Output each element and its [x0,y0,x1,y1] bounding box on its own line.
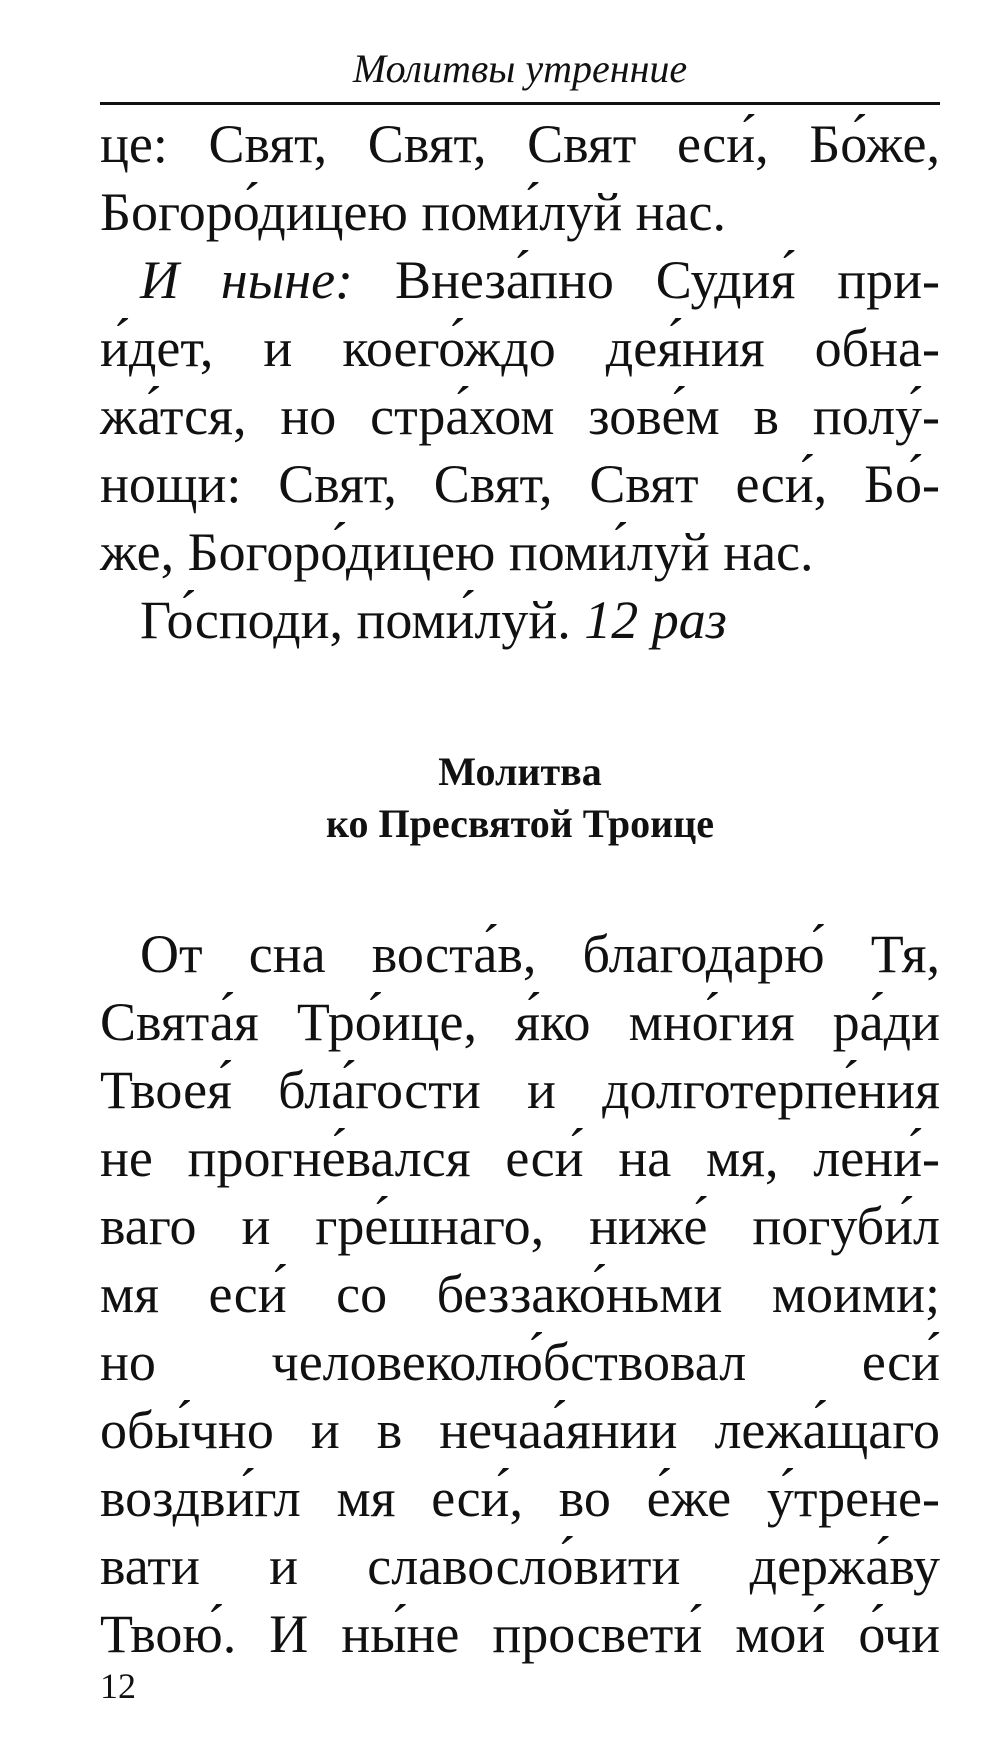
repeat-count: 12 раз [584,590,727,650]
text-line: воздви́гл мя еси́, во е́же у́трене- [100,1468,940,1528]
text-line: вати и славосло́вити держа́ву [100,1536,940,1596]
text-line: же, Богоро́дицею поми́луй нас. [100,522,814,582]
text-line: обы́чно и в нечаа́янии лежа́щаго [100,1400,940,1460]
text-line [100,246,940,314]
prayer-text-block [100,866,940,1722]
heading-line: Молитва [438,749,602,794]
text-line [100,586,940,654]
gospodi-text: Го́споди, поми́луй. [140,590,571,650]
text-line: но человеколю́бствовал еси́ [100,1332,940,1392]
text-line: Твою́. И ны́не просвети́ мои́ о́чи [100,1604,940,1664]
text-line: ваго и гре́шнаго, ниже́ погуби́л [100,1196,940,1256]
text-fragment: Внеза́пно Судия́ при- [394,250,940,310]
text-line: От сна воста́в, благодарю́ Тя, [140,924,940,984]
gospodi-paragraph [100,586,940,654]
text-line: це: Свят, Свят, Свят еси́, Бо́же, [100,114,940,174]
text-line: мя еси́ со беззако́ньми моими; [100,1264,940,1324]
page-number: 12 [100,1666,136,1706]
top-text-block [100,110,940,654]
text-line: не прогне́вался еси́ на мя, лени́- [100,1128,940,1188]
running-head: Молитвы утренние [352,46,688,91]
text-line: нощи: Свят, Свят, Свят еси́, Бо́- [100,454,940,514]
text-line: Твоея́ бла́гости и долготерпе́ния [100,1060,940,1120]
continued-paragraph [100,110,940,246]
prayer-paragraph [100,920,940,1668]
text-line: жа́тся, но стра́хом зове́м в полу́- [100,386,940,446]
text-line: и́дет, и коего́ждо дея́ния обна- [100,318,940,378]
text-line: Богоро́дицею поми́луй нас. [100,182,726,242]
header-rule [100,102,940,105]
heading-line: ко Пресвятой Троице [325,801,714,846]
i-nyne-paragraph [100,246,940,586]
section-heading [100,746,940,850]
text-line: Свята́я Тро́ице, я́ко мно́гия ра́ди [100,992,940,1052]
i-nyne-label: И ныне: [140,250,354,310]
